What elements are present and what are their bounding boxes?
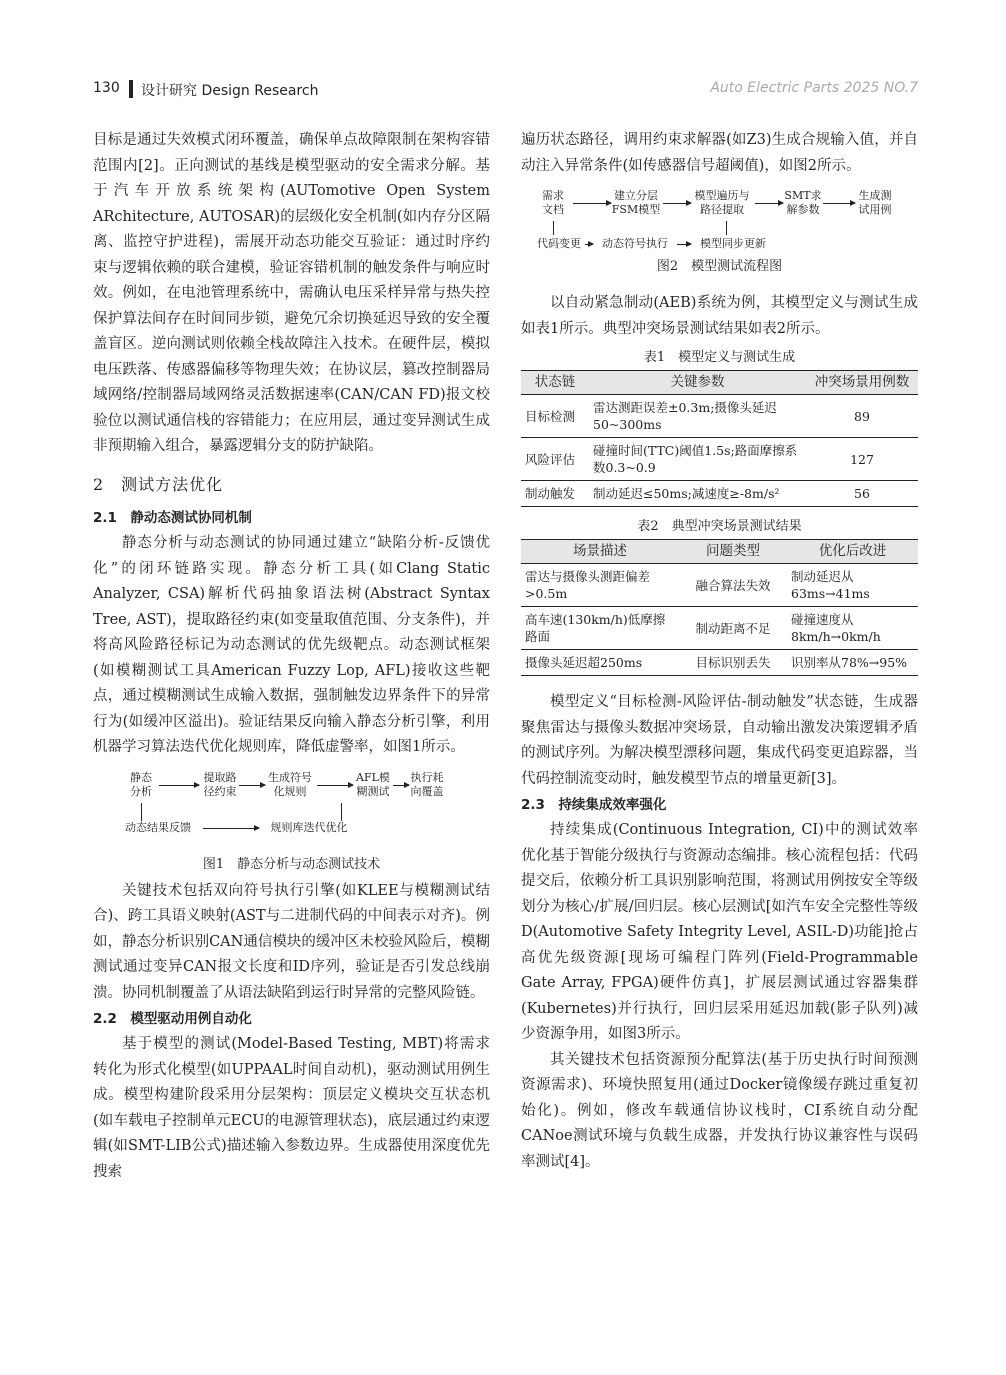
table-cell: 高车速(130km/h)低摩擦路面: [521, 607, 679, 650]
table-cell: 制动距离不足: [679, 607, 787, 650]
arrow: [239, 785, 265, 786]
arrow: [203, 828, 259, 829]
section-title: 设计研究 Design Research: [141, 83, 319, 99]
flow-node: 动态结果反馈: [125, 820, 191, 834]
table-row: [521, 481, 918, 507]
table-1: [521, 370, 918, 507]
table-cell: 碰撞时间(TTC)阈值1.5s;路面摩擦系数0.3~0.9: [589, 438, 806, 481]
flow-node: 提取路 径约束: [203, 770, 237, 798]
page-number: 130: [93, 80, 120, 96]
table-cell: 56: [806, 481, 918, 507]
arrow: [823, 203, 855, 204]
flow-node: 动态符号执行: [602, 237, 668, 250]
table-2: [521, 539, 918, 676]
arrow: [663, 203, 691, 204]
flow-node: 代码变更: [537, 237, 581, 250]
table-cell: 制动触发: [521, 481, 589, 507]
flow-node: 模型遍历与 路径提取: [694, 189, 750, 216]
table-row: [521, 438, 918, 481]
flow-node: 规则库迭代优化: [270, 820, 348, 834]
feedback-line: [341, 803, 342, 821]
paragraph: 关键技术包括双向符号执行引擎(如KLEE与模糊测试结合)、跨工具语义映射(AST与二进制代码的中间表示对齐)。例如，静态分析识别CAN通信模块的缓冲区未校验风险后，模糊测试通过变异CAN报文长度和ID序列，验证是否引发总线崩溃。协同机制覆盖了从语法缺陷到运行时异常的完整风险链。: [93, 882, 490, 1001]
table-row: [521, 564, 918, 607]
table-cell: 碰撞速度从8km/h→0km/h: [787, 607, 918, 650]
subsection-heading: 2.2 模型驱动用例自动化: [93, 1011, 252, 1027]
table-header-row: [521, 371, 918, 395]
arrow: [317, 785, 353, 786]
column-header: 优化后改进: [787, 540, 918, 564]
journal-name: Auto Electric Parts 2025 NO.7: [710, 80, 918, 96]
feedback-line: [726, 221, 727, 235]
table-cell: 识别率从78%→95%: [787, 650, 918, 676]
table-cell: 目标识别丢失: [679, 650, 787, 676]
paragraph: 持续集成(Continuous Integration, CI)中的测试效率优化基于智能分级执行与资源动态编排。核心流程包括：代码提交后，依赖分析工具识别影响范围，将测试用例按安全等级划分为核心/扩展/回归层。核心层测试[如汽车安全完整性等级D(Automotive Safety Integrity Level, ASIL-D)功能]抢占高优先级资源[现场可编程门阵列(Field-Programmable Gate Array, FPGA)硬件仿真]，扩展层测试通过容器集群(Kubernetes)并行执行，回归层采用延迟加载(影子队列)减少资源争用，如图3所示。: [521, 822, 918, 1042]
flow-node: 模型同步更新: [700, 237, 766, 250]
flow-node: 静态 分析: [130, 770, 152, 798]
paragraph: 目标是通过失效模式闭环覆盖，确保单点故障限制在架构容错范围内[2]。正向测试的基线是模型驱动的安全需求分解。基于汽车开放系统架构(AUTomotive Open System ARchitecture, AUTOSAR)的层级化安全机制(如内存分区隔离、监控守护进程)，需展开动态功能交互验证：通过时序约束与逻辑依赖的联合建模，验证容错机制的触发条件与响应时效。例如，在电池管理系统中，需确认电压采样异常与热失控保护算法间存在时间同步锁，避免冗余切换延迟导致的安全覆盖盲区。逆向测试则依赖全栈故障注入技术。在硬件层，模拟电压跌落、传感器偏移等物理失效；在协议层，篡改控制器局域网络/控制器局域网络灵活数据速率(CAN/CAN FD)报文校验位以测试通信栈的容错能力；在应用层，通过变异测试生成非预期输入组合，暴露逻辑分支的防护缺陷。: [93, 132, 490, 454]
feedback-line: [141, 803, 142, 821]
flow-node: 生成测 试用例: [858, 189, 892, 216]
right-column: [521, 128, 918, 1175]
table-cell: 制动延迟≤50ms;减速度≥-8m/s²: [589, 481, 806, 507]
column-header: 关键参数: [589, 371, 806, 395]
column-header: 问题类型: [679, 540, 787, 564]
table-cell: 127: [806, 438, 918, 481]
table-cell: 雷达测距误差±0.3m;摄像头延迟50~300ms: [589, 395, 806, 438]
flow-node: AFL模 糊测试: [356, 770, 390, 798]
table-caption: 表2 典型冲突场景测试结果: [637, 519, 802, 534]
figure-2: [521, 185, 918, 257]
flow-node: 建立分层 FSM模型: [611, 189, 661, 216]
column-header: 冲突场景用例数: [806, 371, 918, 395]
table-cell: 风险评估: [521, 438, 589, 481]
column-header: 状态链: [521, 371, 589, 395]
table-cell: 雷达与摄像头测距偏差>0.5m: [521, 564, 679, 607]
header-divider: [129, 80, 133, 98]
paragraph: 遍历状态路径，调用约束求解器(如Z3)生成合规输入值，并自动注入异常条件(如传感器信号超阈值)，如图2所示。: [521, 132, 918, 174]
column-header: 场景描述: [521, 540, 679, 564]
arrow: [585, 244, 593, 245]
table-cell: 摄像头延迟超250ms: [521, 650, 679, 676]
table-row: [521, 607, 918, 650]
figure-caption: 图2 模型测试流程图: [656, 259, 783, 274]
table-row: [521, 650, 918, 676]
page-header: [93, 78, 918, 102]
flow-node: 执行耗 向覆盖: [410, 770, 444, 798]
arrow: [677, 244, 691, 245]
subsection-heading: 2.1 静动态测试协同机制: [93, 510, 252, 526]
table-header-row: [521, 540, 918, 564]
arrow: [573, 203, 611, 204]
subsection-heading: 2.3 持续集成效率强化: [521, 797, 667, 813]
table-row: [521, 395, 918, 438]
table-cell: 融合算法失效: [679, 564, 787, 607]
left-column: [93, 128, 490, 1185]
figure-caption: 图1 静态分析与动态测试技术: [202, 856, 381, 872]
figure-1: [93, 767, 490, 855]
flow-node: 需求 文档: [542, 189, 564, 216]
table-cell: 目标检测: [521, 395, 589, 438]
paragraph: 以自动紧急制动(AEB)系统为例，其模型定义与测试生成如表1所示。典型冲突场景测试结果如表2所示。: [521, 295, 918, 337]
flow-node: SMT求 解参数: [784, 189, 822, 216]
table-caption: 表1 模型定义与测试生成: [643, 350, 796, 365]
table-cell: 制动延迟从63ms→41ms: [787, 564, 918, 607]
section-heading: 2 测试方法优化: [93, 474, 224, 494]
paragraph: 其关键技术包括资源预分配算法(基于历史执行时间预测资源需求)、环境快照复用(通过Docker镜像缓存跳过重复初始化)。例如，修改车载通信协议栈时，CI系统自动分配CANoe测试环境与负载生成器，并发执行协议兼容性与误码率测试[4]。: [521, 1051, 918, 1170]
arrow: [755, 203, 783, 204]
paragraph: 基于模型的测试(Model-Based Testing, MBT)将需求转化为形式化模型(如UPPAAL时间自动机)，驱动测试用例生成。模型构建阶段采用分层架构：顶层定义模块交互状态机(如车载电子控制单元ECU的电源管理状态)，底层通过约束逻辑(如SMT-LIB公式)描述输入参数边界。生成器使用深度优先搜索: [93, 1036, 490, 1180]
arrow: [159, 785, 199, 786]
flow-node: 生成符号 化规则: [268, 770, 312, 798]
paragraph: 模型定义“目标检测-风险评估-制动触发”状态链，生成器聚焦雷达与摄像头数据冲突场景，自动输出激发决策逻辑矛盾的测试序列。为解决模型漂移问题，集成代码变更追踪器，当代码控制流变动时，触发模型节点的增量更新[3]。: [521, 694, 918, 787]
table-cell: 89: [806, 395, 918, 438]
paragraph: 静态分析与动态测试的协同通过建立“缺陷分析-反馈优化”的闭环链路实现。静态分析工具(如Clang Static Analyzer, CSA)解析代码抽象语法树(Abstract Syntax Tree, AST)，提取路径约束(如变量取值范围、分支条件)，并将高风险路径标记为动态测试的优先级靶点。动态测试框架(如模糊测试工具American Fuzzy Lop, AFL)接收这些靶点，通过模糊测试生成输入数据，强制触发边界条件下的异常行为(如缓冲区溢出)。验证结果反向输入静态分析引擎，利用机器学习算法迭代优化规则库，降低虚警率，如图1所示。: [93, 535, 490, 755]
feedback-line: [553, 221, 554, 235]
